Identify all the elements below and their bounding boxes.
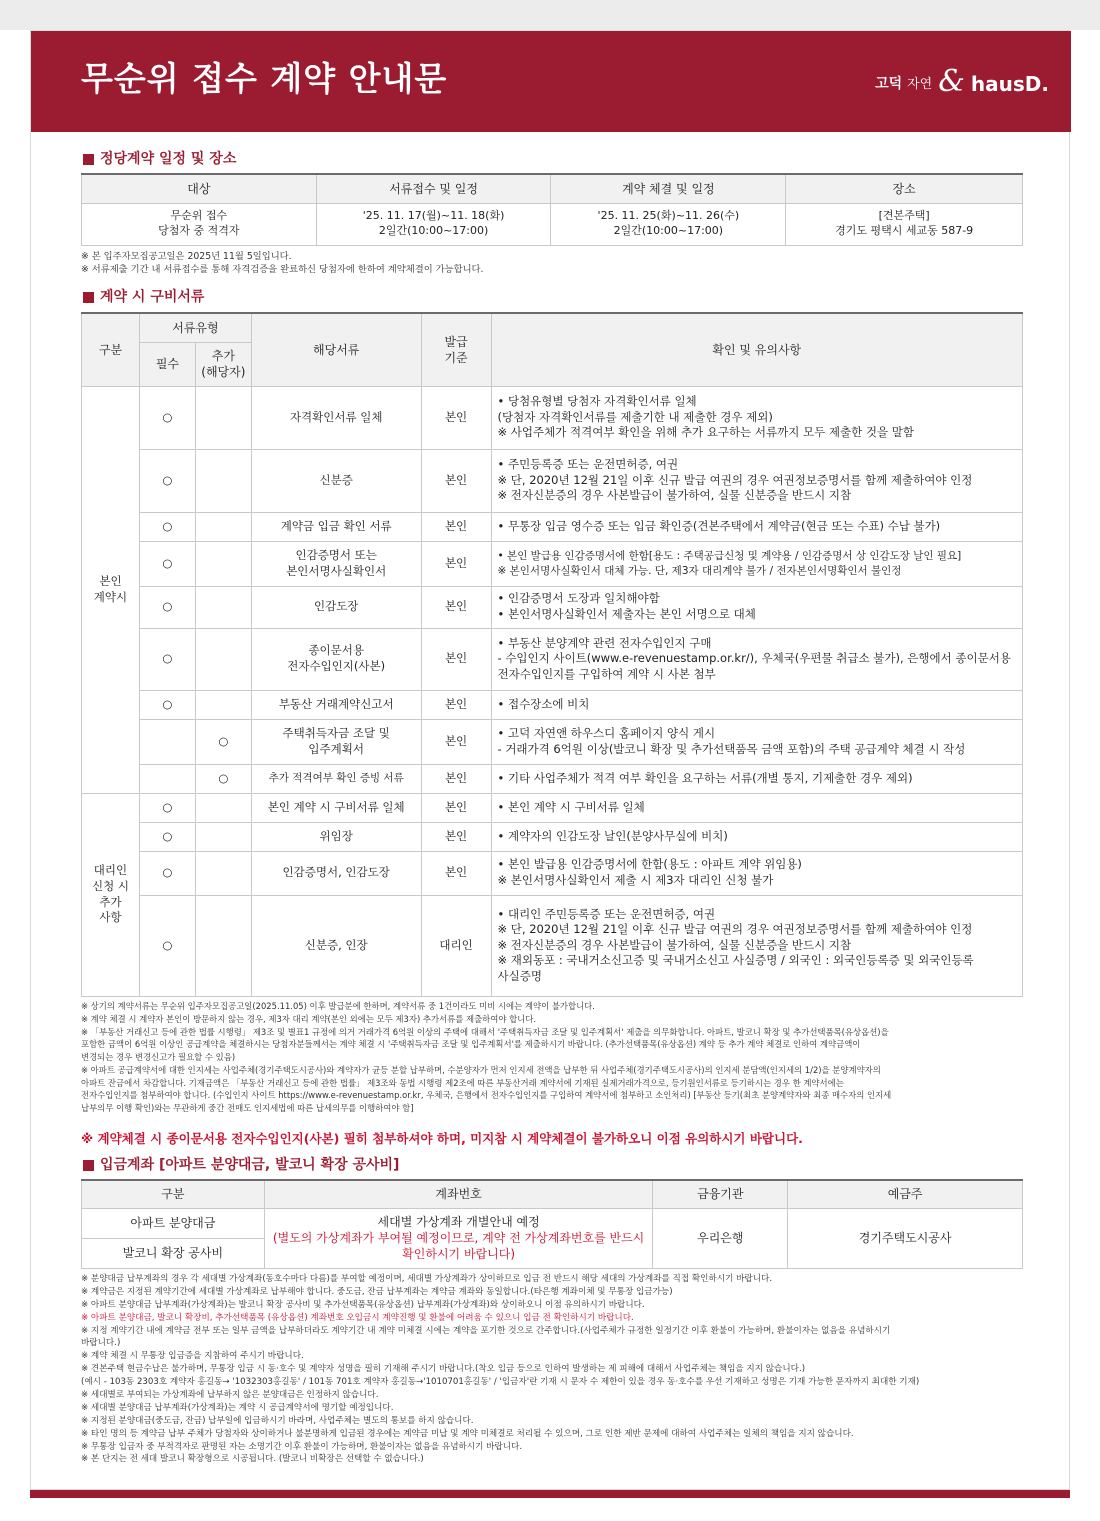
documents-notes: [81, 1000, 891, 1115]
table-cell: • 고덕 자연앤 하우스디 홈페이지 양식 게시 - 거래가격 6억원 이상(발코니 확장 및 추가선택품목 금액 포함)의 주택 공급계약 체결 시 작성: [491, 719, 1022, 764]
note-line: 전자수입인지를 첨부하여야 합니다. (수입인지 사이트 https://www.e-revenuestamp.or.kr, 우체국, 은행에서 전자수입인지를 구입하여 계약서에 첨부하고 소인처리) [부동산 등기(최초 분양계약자와 최종 매수자의 인지세: [81, 1090, 892, 1101]
note-line: 바랍니다.): [81, 1338, 121, 1349]
note-line: 아파트 잔금에서 차감합니다. 기재금액은 「부동산 거래신고 등에 관한 법률」 제3조와 동법 시행령 제2조에 따른 부동산거래 계약서에 기재된 실제거래가격으로, 등기원인서류로 등기하시는 경우 한 계약서에는: [81, 1077, 844, 1088]
brand-logo: [875, 63, 1049, 99]
table-cell: [139, 719, 195, 764]
table-cell: [195, 851, 251, 895]
table-cell: 부동산 거래계약신고서: [251, 690, 421, 719]
table-row: [82, 449, 1023, 512]
note-line: ※ 아파트 공급계약서에 대한 인지세는 사업주체(경기주택도시공사)와 계약자가 균등 분할 납부하며, 수분양자가 먼저 인지세 전액을 납부한 뒤 사업주체(경기주택도시공사)의 인지세 분담액(인지세의 1/2)을 분양계약자의: [81, 1064, 881, 1075]
table-row: [82, 719, 1023, 764]
schedule-table: [81, 173, 1023, 246]
notice-page: [30, 30, 1070, 1490]
col-header-additional: 추가 (해당자): [195, 342, 251, 386]
table-row: [82, 690, 1023, 719]
table-cell: 신분증: [251, 449, 421, 512]
note-line: ※ 본 단지는 전 세대 발코니 확장형으로 시공됩니다. (발코니 비확장은 선택할 수 없습니다.): [81, 1454, 424, 1465]
account-warning: (별도의 가상계좌가 부여될 예정이므로, 계약 전 가상계좌번호를 반드시 확인하시기 바랍니다): [272, 1230, 645, 1262]
table-row: [82, 764, 1023, 793]
col-header-doc-schedule: 서류접수 및 일정: [316, 174, 551, 203]
table-cell: 종이문서용 전자수입인지(사본): [251, 628, 421, 690]
table-cell: • 주민등록증 또는 운전면허증, 여권 ※ 단, 2020년 12월 21일 이후 신규 발급 여권의 경우 여권정보증명서를 함께 제출하여야 인정 ※ 전자신분증의 경우 사본발급이 불가하여, 실물 신분증을 반드시 지참: [491, 449, 1022, 512]
col-header-document: 해당서류: [251, 313, 421, 386]
table-cell: 인감도장: [251, 586, 421, 628]
note-line: 변경되는 경우 변경신고가 필요할 수 있음): [81, 1052, 236, 1063]
col-header-doc-type: 서류유형: [139, 313, 251, 342]
table-cell: 무순위 접수 당첨자 중 적격자: [82, 203, 317, 245]
outer-top-margin: [0, 0, 1100, 30]
section-heading-schedule: 정당계약 일정 및 장소: [83, 150, 236, 169]
table-cell: ○: [139, 895, 195, 996]
note-line: ※ 무통장 입금자 중 부적격자로 판명된 자는 소명기간 이후 환불이 가능하며, 환불이자는 없음을 유념하시기 바랍니다.: [81, 1441, 523, 1452]
table-cell: 주택취득자금 조달 및 입주계획서: [251, 719, 421, 764]
table-cell: 본인: [421, 764, 491, 793]
note-line: ※ 아파트 분양대금, 발코니 확장비, 추가선택품목 (유상옵션) 계좌번호 오입금시 계약진행 및 환불에 어려움 수 있으니 입금 전 확인하시기 바랍니다.: [81, 1312, 634, 1323]
account-info: [264, 1208, 653, 1268]
note-line: 포함한 금액이 6억원 이상인 공급계약을 체결하시는 당첨자분들께서는 계약 체결 시 '주택취득자금 조달 및 입주계획서'를 제출하시기 바랍니다. (추가선택품목(유상옵션) 계약 등 추가 계약 체결로 인하여 계약금액이: [81, 1039, 861, 1050]
note-line: ※ 견본주택 현금수납은 불가하며, 무통장 입금 시 동·호수 및 계약자 성명을 필히 기재해 주시기 바랍니다.(착오 입금 등으로 인하여 발생하는 제 피해에 대해서 사업주체는 책임을 지지 않습니다.): [81, 1364, 806, 1375]
table-cell: 자격확인서류 일체: [251, 386, 421, 449]
section-heading-documents: 계약 시 구비서류: [83, 288, 204, 307]
table-cell: [견본주택] 경기도 평택시 세교동 587-9: [786, 203, 1023, 245]
table-cell: 본인: [421, 386, 491, 449]
note-line: ※ 서류제출 기간 내 서류접수를 통해 자격검증을 완료하신 당첨자에 한하여 계약체결이 가능합니다.: [81, 264, 484, 276]
table-cell: • 부동산 분양계약 관련 전자수입인지 구매 - 수입인지 사이트(www.e-revenuestamp.or.kr/), 우체국(우편물 취급소 불가), 은행에서 종이문서용 전자수입인지를 구입하여 계약 시 사본 첨부: [491, 628, 1022, 690]
header-banner: [31, 31, 1071, 132]
table-cell: • 인감증명서 도장과 일치해야함 • 본인서명사실확인서 제출자는 본인 서명으로 대체: [491, 586, 1022, 628]
note-line: ※ 타인 명의 등 계약금 납부 주체가 당첨자와 상이하거나 불분명하게 입금된 경우에는 계약금 미납 및 계약 미체결로 처리될 수 있으며, 그로 인한 제반 문제에 대하여 사업주체는 일체의 책임을 지지 않습니다.: [81, 1428, 854, 1439]
table-cell: ○: [139, 586, 195, 628]
table-row: [82, 895, 1023, 996]
table-cell: 계약금 입금 확인 서류: [251, 512, 421, 541]
square-bullet-icon: [83, 154, 94, 165]
table-row: [82, 386, 1023, 449]
table-cell: [195, 586, 251, 628]
note-line: ※ 세대별 분양대금 납부계좌(가상계좌)는 계약 시 공급계약서에 명기할 예정입니다.: [81, 1402, 394, 1413]
table-cell: 추가 적격여부 확인 증빙 서류: [251, 764, 421, 793]
table-row: [82, 851, 1023, 895]
col-header-required: 필수: [139, 342, 195, 386]
brand-name: 고덕 자연: [875, 76, 933, 93]
table-cell: ○: [139, 386, 195, 449]
table-cell: '25. 11. 17(월)~11. 18(화) 2일간(10:00~17:00): [316, 203, 551, 245]
table-cell: 신분증, 인장: [251, 895, 421, 996]
note-line: ※ 분양대금 납부계좌의 경우 각 세대별 가상계좌(동호수마다 다름)를 부여할 예정이며, 세대별 가상계좌가 상이하므로 입금 전 반드시 해당 세대의 가상계좌를 직접 확인하시기 바랍니다.: [81, 1274, 773, 1284]
footer-bar: [30, 1490, 1070, 1498]
table-cell: [195, 386, 251, 449]
table-cell: 본인: [421, 822, 491, 851]
table-cell: 본인: [421, 512, 491, 541]
table-cell: [195, 541, 251, 586]
note-line: ※ 지정 계약기간 내에 계약금 전부 또는 일부 금액을 납부하더라도 계약기간 내 계약 미체결 시에는 계약을 포기한 것으로 간주합니다.(사업주체가 규정한 일정기간 이후 환불이 가능하며, 환불이자는 없음을 유념하시기: [81, 1325, 891, 1336]
col-header-issuer: 발급 기준: [421, 313, 491, 386]
table-cell: ○: [139, 793, 195, 822]
account-line: 세대별 가상계좌 개별안내 예정: [377, 1214, 540, 1229]
col-header-bank: 금융기관: [653, 1180, 788, 1208]
table-cell: 위임장: [251, 822, 421, 851]
note-line: 납부의무 이행 확인)와는 무관하게 중간 전매도 인지세법에 따른 납세의무를 이행하여야 함]: [81, 1103, 414, 1114]
table-cell: 본인: [421, 719, 491, 764]
table-cell: 인감증명서, 인감도장: [251, 851, 421, 895]
table-cell: 본인 계약 시 구비서류 일체: [251, 793, 421, 822]
note-line: ※ 계약 체결 시 무통장 입금증을 지참하여 주시기 바랍니다.: [81, 1351, 304, 1362]
table-cell: 본인: [421, 628, 491, 690]
table-cell: ○: [195, 764, 251, 793]
table-cell: 본인: [421, 541, 491, 586]
table-cell: [195, 690, 251, 719]
table-cell: '25. 11. 25(화)~11. 26(수) 2일간(10:00~17:00): [551, 203, 786, 245]
table-cell: ○: [139, 449, 195, 512]
table-cell: 본인: [421, 586, 491, 628]
payment-table: [81, 1179, 1023, 1269]
table-cell: ○: [139, 512, 195, 541]
payment-item-apartment: 아파트 분양대금: [82, 1208, 265, 1238]
table-cell: • 당첨유형별 당첨자 자격확인서류 일체 (당첨자 자격확인서류를 제출기한 내 제출한 경우 제외) ※ 사업주체가 적격여부 확인을 위해 추가 요구하는 서류까지 모두 제출한 것을 말함: [491, 386, 1022, 449]
table-cell: • 대리인 주민등록증 또는 운전면허증, 여권 ※ 단, 2020년 12월 21일 이후 신규 발급 여권의 경우 여권정보증명서를 함께 제출하여야 인정 ※ 전자신분증의 경우 사본발급이 불가하여, 실물 신분증을 반드시 지참 ※ 재외동포 : 국내거소신고증 및 국내거소신고 사실증명 / 외국인 : 외국인등록증 및 외국인등록 사실증명: [491, 895, 1022, 996]
table-cell: • 기타 사업주체가 적격 여부 확인을 요구하는 서류(개별 통지, 기제출한 경우 제외): [491, 764, 1022, 793]
table-cell: ○: [139, 541, 195, 586]
note-line: ※ 「부동산 거래신고 등에 관한 법률 시행령」 제3조 및 별표1 규정에 의거 거래가격 6억원 이상의 주택에 대해서 '주택취득자금 조달 및 입주계획서' 제출을 의무화합니다. 아파트, 발코니 확장 및 추가선택품목(유상옵션)을: [81, 1026, 889, 1037]
group-label-self: 본인 계약시: [82, 386, 140, 793]
table-cell: 본인: [421, 851, 491, 895]
section-heading-payment: 입금계좌 [아파트 분양대금, 발코니 확장 공사비]: [83, 1156, 399, 1175]
bank-name: 우리은행: [653, 1208, 788, 1268]
col-header-category: 구분: [82, 313, 140, 386]
square-bullet-icon: [83, 1160, 94, 1171]
table-cell: 인감증명서 또는 본인서명사실확인서: [251, 541, 421, 586]
note-line: ※ 계약 체결 시 계약자 본인이 방문하지 않는 경우, 제3자 대리 계약(본인 외에는 모두 제3자) 추가서류를 제출하여야 합니다.: [81, 1013, 537, 1024]
documents-table: [81, 312, 1023, 997]
table-cell: • 본인 발급용 인감증명서에 한함[용도 : 주택공급신청 및 계약용 / 인감증명서 상 인감도장 날인 필요] ※ 본인서명사실확인서 대체 가능. 단, 제3자 대리계약 불가 / 전자본인서명확인서 불인정: [491, 541, 1022, 586]
table-cell: ○: [195, 719, 251, 764]
schedule-notes: [81, 250, 484, 276]
note-line: (예시 - 103동 2303호 계약자 홍길동→ '1032303홍길동' / 101동 701호 계약자 홍길동→'1010701홍길동' / '입금자'란 기재 시 문자 수 제한이 있을 경우 동·호수를 우선 기재하고 성명은 기재 가능한 문자까지 최대한 기재): [81, 1377, 920, 1388]
col-header-holder: 예금주: [788, 1180, 1023, 1208]
table-cell: • 접수장소에 비치: [491, 690, 1022, 719]
stamp-warning: ※ 계약체결 시 종이문서용 전자수입인지(사본) 필히 첨부하셔야 하며, 미지참 시 계약체결이 불가하오니 이점 유의하시기 바랍니다.: [81, 1131, 803, 1146]
table-cell: 본인: [421, 690, 491, 719]
table-cell: [195, 822, 251, 851]
note-line: ※ 세대별로 부여되는 가상계좌에 납부하지 않은 분양대금은 인정하지 않습니다.: [81, 1390, 379, 1401]
col-header-account: 계좌번호: [264, 1180, 653, 1208]
account-holder: 경기주택도시공사: [788, 1208, 1023, 1268]
payment-item-balcony: 발코니 확장 공사비: [82, 1238, 265, 1268]
table-cell: [195, 793, 251, 822]
note-line: ※ 계약금은 지정된 계약기간에 세대별 가상계좌로 납부해야 합니다. 중도금, 잔금 납부계좌는 계약금 계좌와 동일합니다.(타은행 계좌이체 및 무통장 입금가능): [81, 1286, 673, 1297]
col-header-location: 장소: [786, 174, 1023, 203]
square-bullet-icon: [83, 292, 94, 303]
table-row: [82, 541, 1023, 586]
table-cell: [195, 628, 251, 690]
table-cell: ○: [139, 628, 195, 690]
table-cell: • 계약자의 인감도장 날인(분양사무실에 비치): [491, 822, 1022, 851]
table-cell: • 무통장 입금 영수증 또는 입금 확인증(견본주택에서 계약금(현금 또는 수표) 수납 불가): [491, 512, 1022, 541]
table-row: [82, 586, 1023, 628]
table-cell: 대리인: [421, 895, 491, 996]
table-row: [82, 512, 1023, 541]
note-line: ※ 지정된 분양대금(중도금, 잔금) 납부일에 입금하시기 바라며, 사업주체는 별도의 통보를 하지 않습니다.: [81, 1415, 474, 1426]
table-cell: ○: [139, 822, 195, 851]
table-row: [82, 793, 1023, 822]
page-title: 무순위 접수 계약 안내문: [81, 59, 448, 98]
note-line: ※ 상기의 계약서류는 무순위 입주자모집공고일(2025.11.05) 이후 발급분에 한하며, 계약서류 중 1건이라도 미비 시에는 계약이 불가합니다.: [81, 1001, 595, 1011]
note-line: ※ 아파트 분양대금 납부계좌(가상계좌)는 발코니 확장 공사비 및 추가선택품목(유상옵션) 납부계좌(가상계좌)와 상이하오니 이점 유의하시기 바랍니다.: [81, 1299, 645, 1310]
table-cell: • 본인 발급용 인감증명서에 한함(용도 : 아파트 계약 위임용) ※ 본인서명사실확인서 제출 시 제3자 대리인 신청 불가: [491, 851, 1022, 895]
table-cell: [195, 512, 251, 541]
brand-haus: hausD.: [970, 72, 1049, 96]
table-cell: [195, 895, 251, 996]
group-label-proxy: 대리인 신청 시 추가 사항: [82, 793, 140, 996]
table-cell: 본인: [421, 793, 491, 822]
table-cell: [195, 449, 251, 512]
col-header-contract-schedule: 계약 체결 및 일정: [551, 174, 786, 203]
table-cell: ○: [139, 851, 195, 895]
note-line: ※ 본 입주자모집공고일은 2025년 11월 5일입니다.: [81, 251, 292, 262]
table-cell: 본인: [421, 449, 491, 512]
payment-notes: [81, 1273, 919, 1466]
brand-ampersand: &: [938, 63, 965, 99]
col-header-remarks: 확인 및 유의사항: [491, 313, 1022, 386]
table-row: [82, 822, 1023, 851]
col-header-type: 구분: [82, 1180, 265, 1208]
col-header-target: 대상: [82, 174, 317, 203]
table-cell: • 본인 계약 시 구비서류 일체: [491, 793, 1022, 822]
table-cell: [139, 764, 195, 793]
table-cell: ○: [139, 690, 195, 719]
table-row: [82, 628, 1023, 690]
